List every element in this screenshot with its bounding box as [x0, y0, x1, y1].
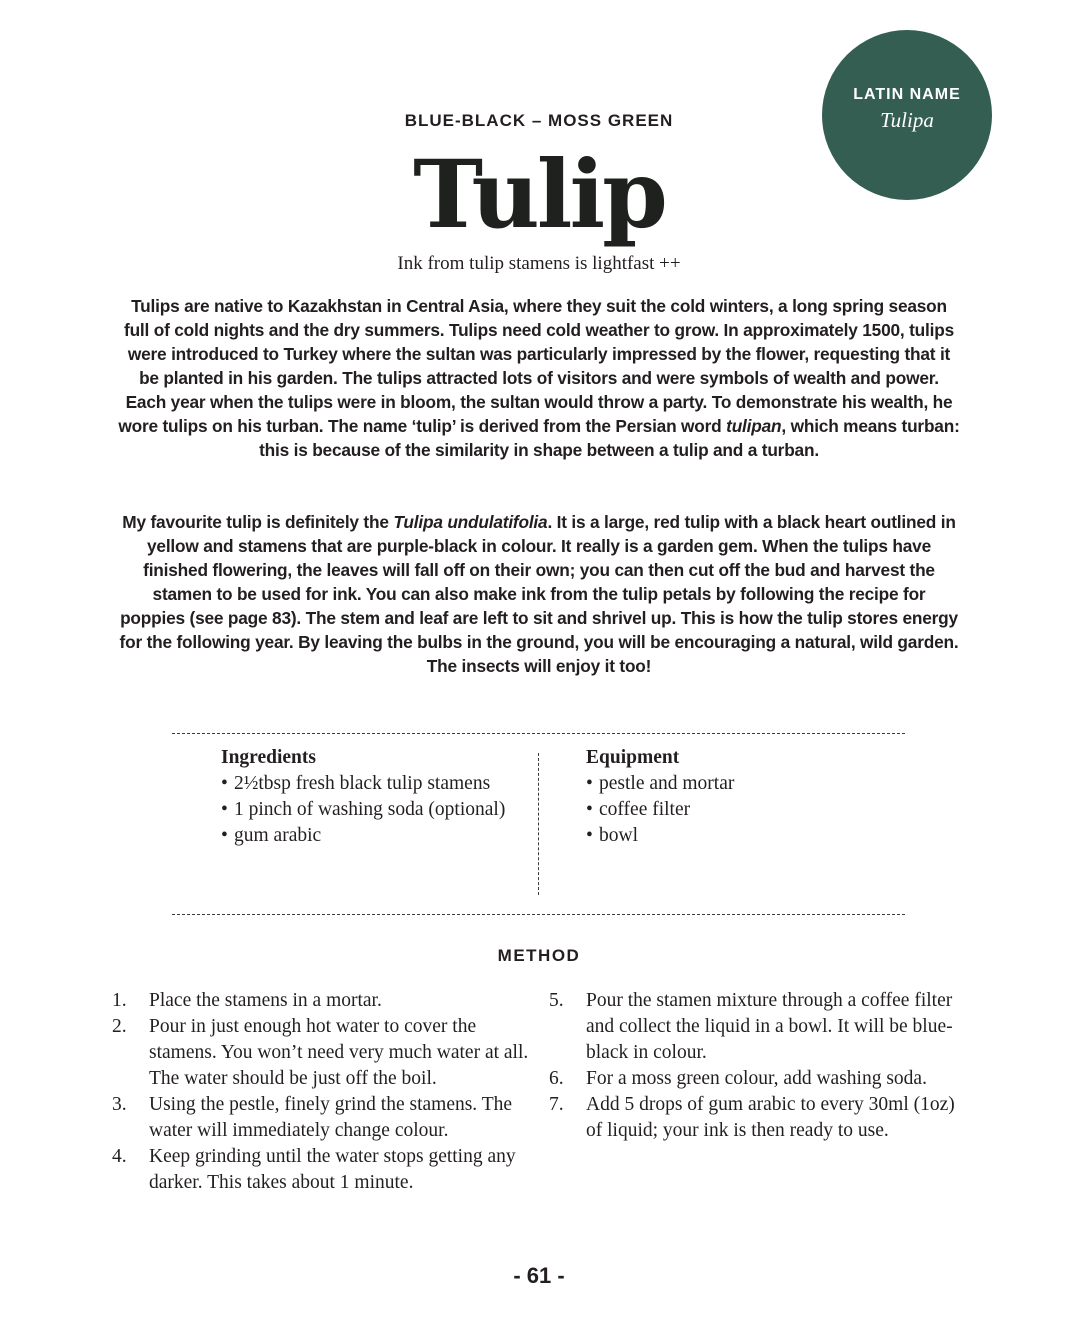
ink-colours-subtitle: BLUE-BLACK – MOSS GREEN: [404, 111, 674, 130]
step-text: Add 5 drops of gum arabic to every 30ml (1oz) of liquid; your ink is then ready to use.: [586, 1094, 955, 1141]
latin-name-value: Tulipa: [880, 108, 934, 132]
ingredients-section: [221, 745, 521, 849]
equipment-heading: Equipment: [586, 747, 680, 768]
ingredients-item-text: gum arabic: [234, 825, 322, 846]
bullet-icon: •: [221, 825, 228, 846]
method-heading: METHOD: [497, 946, 581, 965]
dashed-divider-top: [172, 733, 905, 734]
ingredients-equipment-box: [172, 733, 905, 915]
step-text: Keep grinding until the water stops getting any darker. This takes about 1 minute.: [149, 1146, 516, 1193]
paragraph-text: . It is a large, red tulip with a black heart outlined in yellow and stamens that are purple-black in colour. It really is a garden gem. When the tulips have finished flowering, the leaves will fall off on their own; you can then cut off the bud and harvest the stamen to be used for ink. You can also make ink from the tulip petals by following the recipe for poppies (see page 83). The stem and leaf are left to sit and shrivel up. This is how the tulip stores energy for the following year. By leaving the bulbs in the ground, you will be encouraging a natural, wild garden. The insects will enjoy it too!: [119, 512, 959, 676]
ingredients-heading: Ingredients: [221, 747, 316, 768]
latin-name-label: LATIN NAME: [853, 86, 961, 103]
bullet-icon: •: [221, 799, 228, 820]
method-steps-right: [549, 988, 969, 1144]
equipment-item: [586, 797, 886, 823]
bullet-icon: •: [586, 773, 593, 794]
equipment-item-text: bowl: [599, 825, 638, 846]
equipment-item-text: coffee filter: [599, 799, 691, 820]
method-step: [112, 1144, 532, 1196]
ingredients-item: [221, 797, 521, 823]
step-number: 3.: [112, 1094, 127, 1115]
page-title: Tulip: [413, 140, 665, 250]
step-text: Using the pestle, finely grind the stamens. The water will immediately change colour.: [149, 1094, 513, 1141]
paragraph-text: Tulips are native to Kazakhstan in Central Asia, where they suit the cold winters, a long spring season full of cold nights and the dry summers. Tulips need cold weather to grow. In approximately 1500, tulips were introduced to Turkey where the sultan was particularly impressed by the flower, requesting that it be planted in his garden. The tulips attracted lots of visitors and were symbols of wealth and power. Each year when the tulips were in bloom, the sultan would throw a party. To demonstrate his wealth, he wore tulips on his turban. The name ‘tulip’ is derived from the Persian word: [118, 296, 954, 436]
method-step: [549, 988, 969, 1066]
step-number: 6.: [549, 1068, 564, 1089]
method-step: [549, 1092, 969, 1144]
step-number: 1.: [112, 990, 127, 1011]
equipment-item: [586, 823, 886, 849]
bullet-icon: •: [586, 825, 593, 846]
step-text: For a moss green colour, add washing soda.: [586, 1068, 927, 1089]
page-number: - 61 -: [513, 1263, 565, 1288]
italic-term: tulipan: [726, 416, 782, 436]
equipment-section: [586, 745, 886, 849]
dashed-divider-vertical: [538, 753, 539, 895]
dashed-divider-bottom: [172, 914, 905, 915]
method-step: [112, 988, 532, 1014]
paragraph-text: My favourite tulip is definitely the: [122, 512, 394, 532]
method-step: [112, 1092, 532, 1144]
equipment-item: [586, 771, 886, 797]
step-number: 7.: [549, 1094, 564, 1115]
step-number: 2.: [112, 1016, 127, 1037]
step-text: Place the stamens in a mortar.: [149, 990, 382, 1011]
step-number: 4.: [112, 1146, 127, 1167]
ingredients-list: [221, 771, 521, 849]
equipment-item-text: pestle and mortar: [599, 773, 735, 794]
method-step: [549, 1066, 969, 1092]
intro-paragraph-favourite: [118, 510, 960, 678]
lightfast-tagline: Ink from tulip stamens is lightfast ++: [397, 253, 681, 274]
method-steps-left: [112, 988, 532, 1196]
paragraph-text: , which means turban: this is because of the similarity in shape between a tulip and a turban.: [259, 416, 960, 460]
step-text: Pour in just enough hot water to cover the stamens. You won’t need very much water at all. The water should be just off the boil.: [149, 1016, 529, 1089]
ingredients-item: [221, 771, 521, 797]
intro-paragraph-history: [118, 294, 960, 462]
bullet-icon: •: [221, 773, 228, 794]
method-step: [112, 1014, 532, 1092]
bullet-icon: •: [586, 799, 593, 820]
step-number: 5.: [549, 990, 564, 1011]
ingredients-item-text: 1 pinch of washing soda (optional): [234, 799, 506, 820]
step-text: Pour the stamen mixture through a coffee filter and collect the liquid in a bowl. It will be blue-black in colour.: [586, 990, 953, 1063]
ingredients-item: [221, 823, 521, 849]
italic-term: Tulipa undulatifolia: [393, 512, 548, 532]
ingredients-item-text: 2½tbsp fresh black tulip stamens: [234, 773, 491, 794]
equipment-list: [586, 771, 886, 849]
